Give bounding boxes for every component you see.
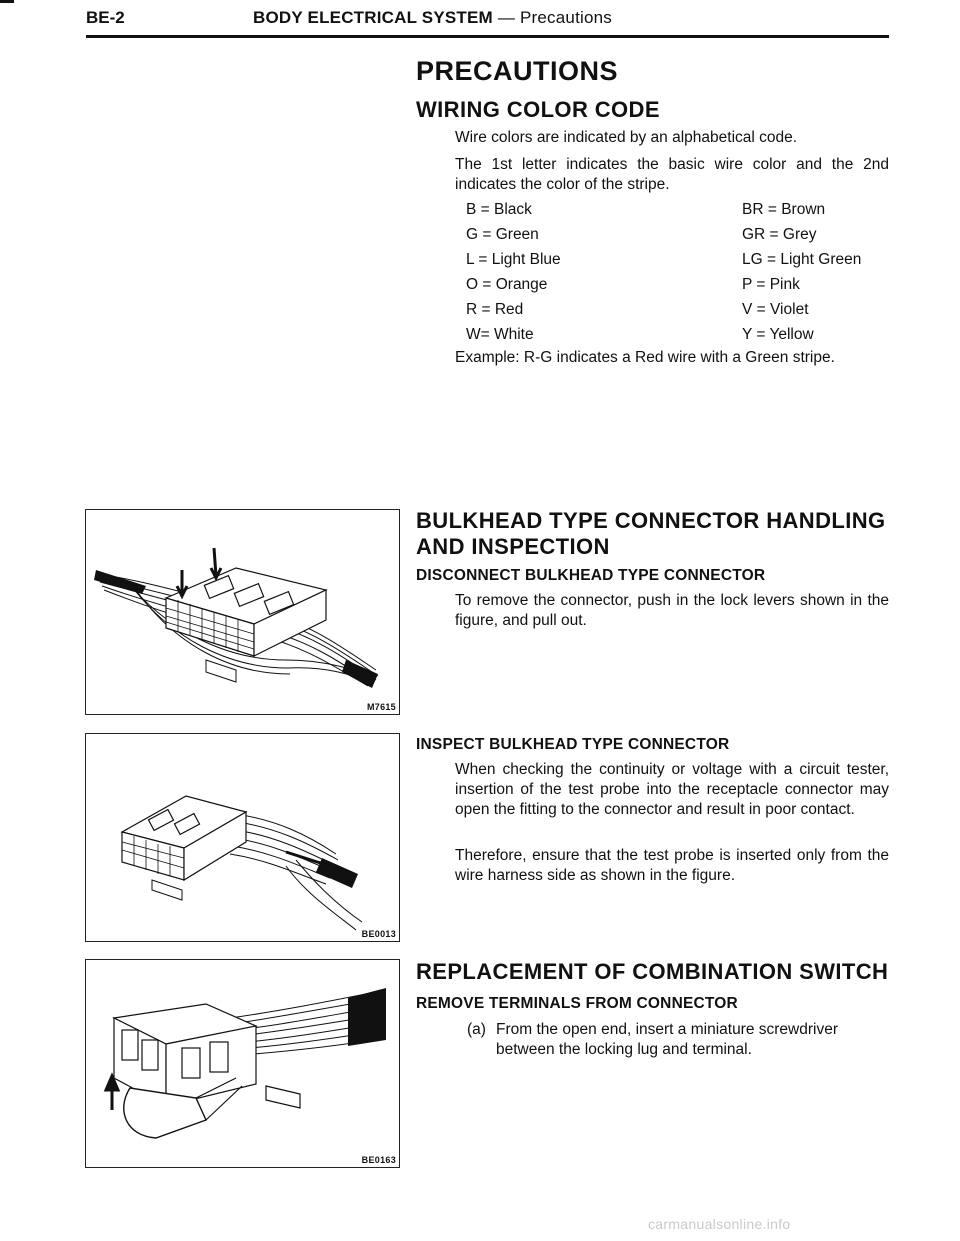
disconnect-text: To remove the connector, push in the lock levers shown in the figure, and pull out.: [455, 592, 889, 629]
color-code-left: R = Red: [466, 301, 524, 318]
color-code-left: G = Green: [466, 226, 539, 243]
replacement-heading: REPLACEMENT OF COMBINATION SWITCH: [416, 959, 889, 984]
inspect-text-2: Therefore, ensure that the test probe is inserted only from the wire harness side as shown in the figure.: [455, 847, 889, 884]
section-title: BODY ELECTRICAL SYSTEM: [253, 8, 493, 27]
color-code-right: P = Pink: [742, 276, 800, 293]
wiring-example: Example: R-G indicates a Red wire with a Green stripe.: [455, 349, 835, 366]
color-code-right: GR = Grey: [742, 226, 817, 243]
watermark: carmanualsonline.info: [648, 1216, 791, 1232]
figure-code: M7615: [366, 702, 396, 712]
connector-illustration-2: [86, 734, 398, 940]
running-head: [253, 8, 612, 28]
color-code-table: [466, 200, 866, 350]
step-a-label: (a): [467, 1021, 486, 1038]
connector-illustration-1: [86, 510, 398, 713]
color-code-right: BR = Brown: [742, 201, 826, 218]
color-code-right: LG = Light Green: [742, 251, 862, 268]
page-code: BE-2: [86, 8, 125, 27]
step-a-text: From the open end, insert a miniature screwdriver between the locking lug and terminal.: [496, 1021, 839, 1058]
figure-code: BE0163: [361, 1155, 396, 1165]
color-code-row: [466, 300, 866, 325]
inspect-text-1: When checking the continuity or voltage with a circuit tester, insertion of the test probe into the receptacle connector may open the fitting to the connector and result in poor contact.: [455, 761, 889, 818]
inspect-heading: INSPECT BULKHEAD TYPE CONNECTOR: [416, 736, 730, 753]
wiring-heading: WIRING COLOR CODE: [416, 97, 660, 122]
figure-code: BE0013: [361, 929, 396, 939]
subsection-title: Precautions: [520, 8, 612, 27]
wiring-intro-1: Wire colors are indicated by an alphabetical code.: [455, 129, 798, 146]
figure-disconnect-connector: [85, 509, 400, 715]
corner-mark: [0, 0, 14, 3]
color-code-right: Y = Yellow: [742, 326, 814, 343]
color-code-right: V = Violet: [742, 301, 809, 318]
color-code-left: L = Light Blue: [466, 251, 561, 268]
color-code-left: B = Black: [466, 201, 532, 218]
color-code-row: [466, 200, 866, 225]
figure-remove-terminals: [85, 959, 400, 1168]
wiring-intro-2: The 1st letter indicates the basic wire color and the 2nd indicates the color of the stripe.: [455, 156, 889, 193]
color-code-left: O = Orange: [466, 276, 548, 293]
color-code-row: [466, 250, 866, 275]
connector-illustration-3: [86, 960, 398, 1166]
remove-terminals-heading: REMOVE TERMINALS FROM CONNECTOR: [416, 995, 738, 1012]
disconnect-heading: DISCONNECT BULKHEAD TYPE CONNECTOR: [416, 567, 766, 584]
figure-inspect-connector: [85, 733, 400, 942]
page-title: PRECAUTIONS: [416, 56, 619, 86]
color-code-row: [466, 275, 866, 300]
header-dash: —: [497, 8, 516, 27]
color-code-row: [466, 225, 866, 250]
color-code-row: [466, 325, 866, 350]
color-code-left: W= White: [466, 326, 534, 343]
header-rule: [86, 35, 889, 38]
bulkhead-heading: BULKHEAD TYPE CONNECTOR HANDLING AND INSPECTION: [416, 508, 886, 559]
